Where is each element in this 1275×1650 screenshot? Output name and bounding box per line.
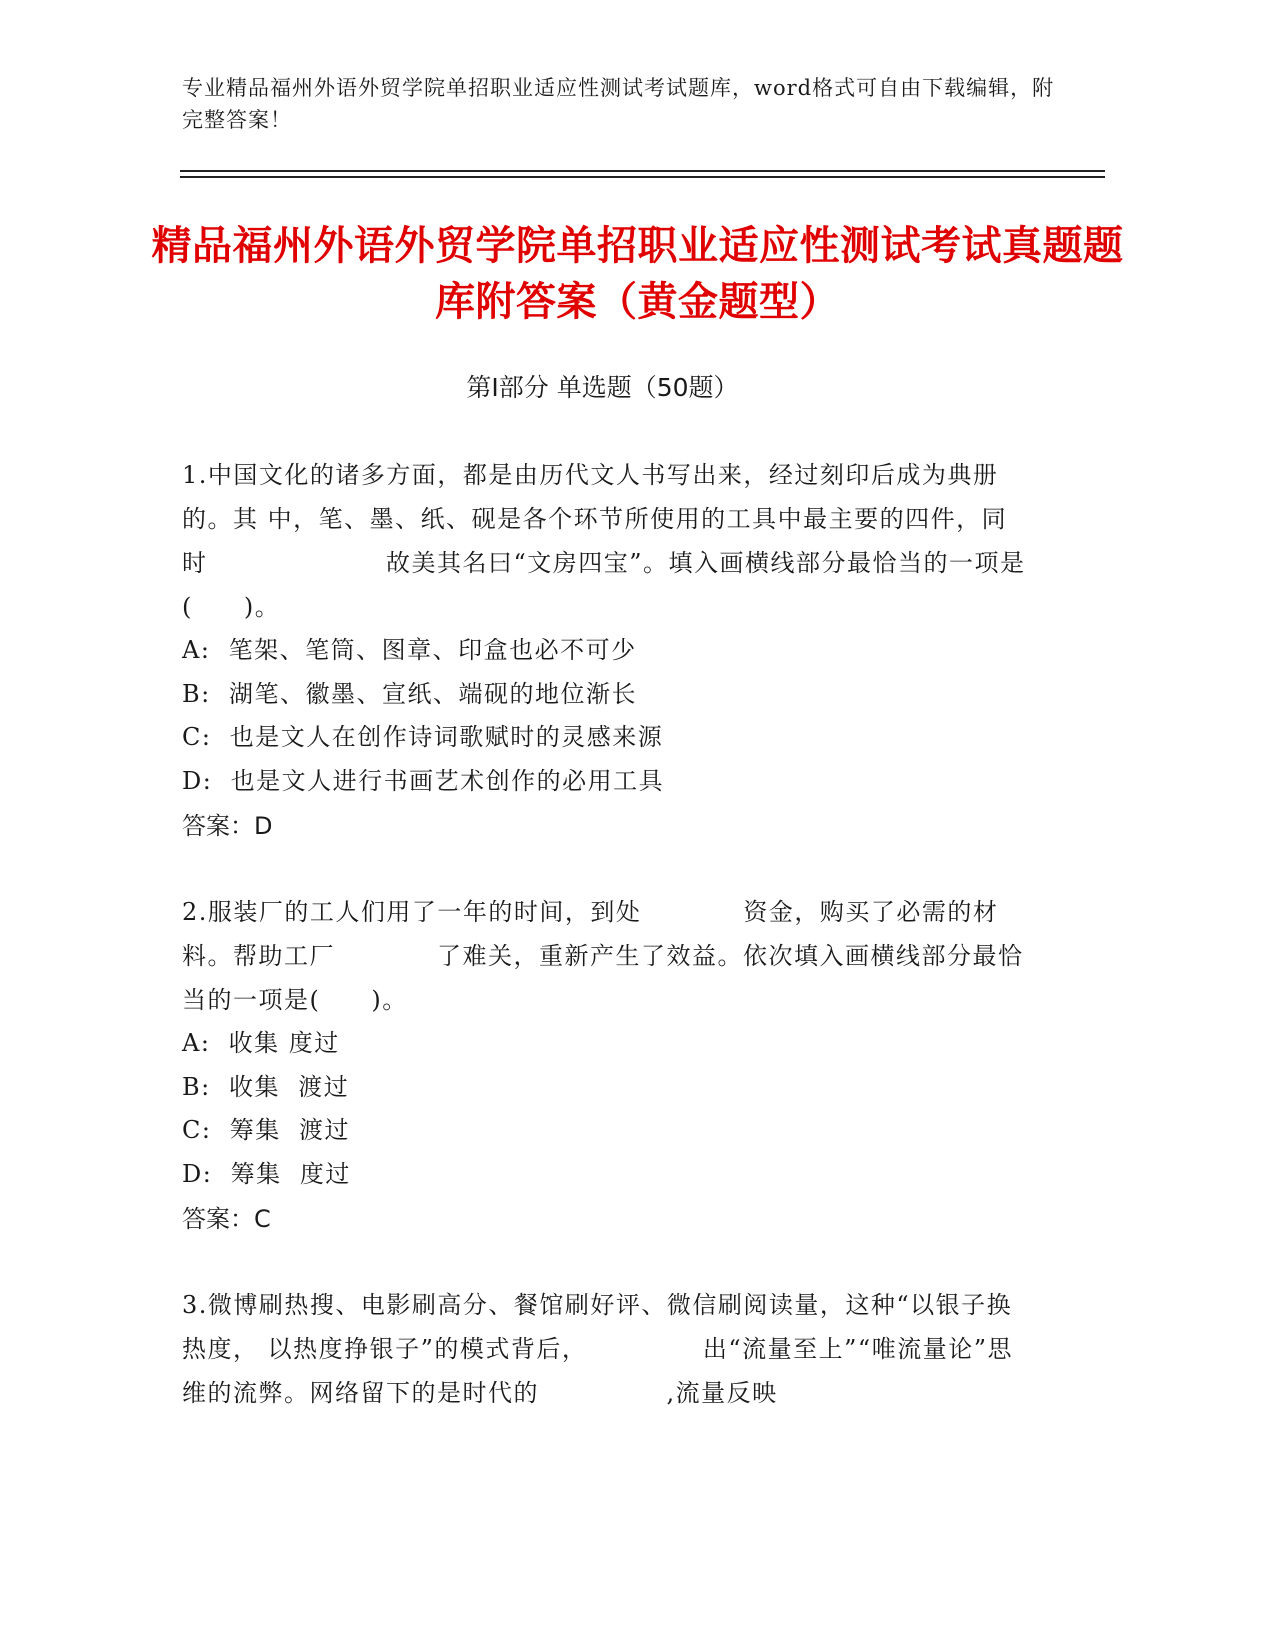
answer: 答案：C	[182, 1205, 271, 1233]
document-title: 精品福州外语外贸学院单招职业适应性测试考试真题题库附答案（黄金题型）	[151, 223, 1124, 325]
section-title: 第Ⅰ部分 单选题（50题）	[466, 373, 739, 402]
question-stem: 3.微博刷热搜、电影刷高分、餐馆刷好评、微信刷阅读量，这种“以银子换热度， 以热度挣银子”的模式背后， 出“流量至上”“唯流量论”思维的流弊。网络留下的是时代的 ,流量反映	[182, 1291, 1013, 1407]
answer: 答案：D	[182, 812, 273, 840]
header-rule-thick	[180, 176, 1105, 178]
option-b: B: 湖笔、徽墨、宣纸、端砚的地位渐长	[182, 679, 637, 708]
option-a: A: 收集 度过	[182, 1029, 340, 1057]
option-c: C: 筹集 渡过	[182, 1116, 350, 1144]
question-1	[182, 453, 1027, 848]
header-note: 专业精品福州外语外贸学院单招职业适应性测试考试题库，word格式可自由下载编辑，附完整答案！	[182, 76, 1055, 132]
question-stem: 1.中国文化的诸多方面，都是由历代文人书写出来，经过刻印后成为典册的。其 中，笔、墨、纸、砚是各个环节所使用的工具中最主要的四件，同时 故美其名曰“文房四宝”。填入画横线部分最恰当的一项是( )。	[182, 461, 1026, 621]
option-d: D: 也是文人进行书画艺术创作的必用工具	[182, 766, 665, 795]
option-d: D: 筹集 度过	[182, 1159, 351, 1188]
question-3	[182, 1283, 1027, 1415]
option-b: B: 收集 渡过	[182, 1072, 350, 1101]
question-2	[182, 890, 1027, 1241]
option-a: A: 笔架、笔筒、图章、印盒也必不可少	[182, 636, 637, 664]
header-rule-thin	[180, 170, 1105, 172]
option-c: C: 也是文人在创作诗词歌赋时的灵感来源	[182, 723, 664, 751]
question-stem: 2.服装厂的工人们用了一年的时间，到处 资金，购买了必需的材料。帮助工厂 了难关，重新产生了效益。依次填入画横线部分最恰当的一项是( )。	[182, 898, 1024, 1014]
